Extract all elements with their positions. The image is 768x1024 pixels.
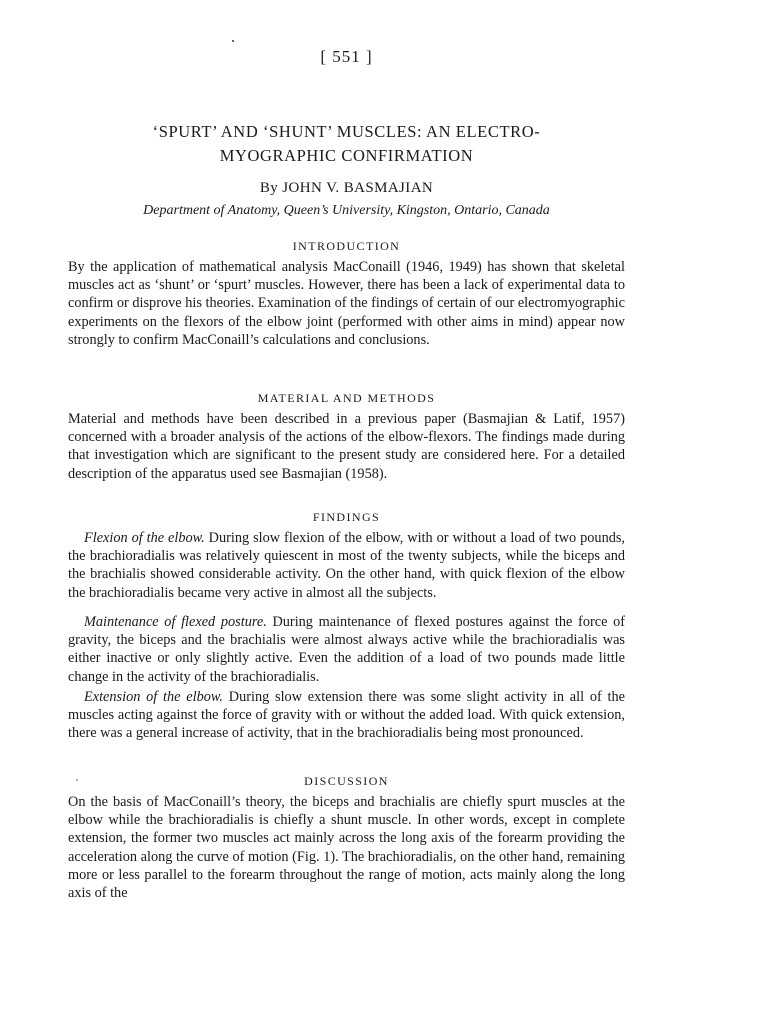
heading-methods: MATERIAL AND METHODS	[257, 391, 436, 405]
print-speck	[232, 40, 234, 42]
heading-findings: FINDINGS	[312, 510, 381, 524]
author-affiliation: Department of Anatomy, Queen’s University, Kingston, Ontario, Canada	[143, 203, 550, 218]
paragraph-introduction: By the application of mathematical analysis MacConaill (1946, 1949) has shown that skeletal muscles act as ‘shunt’ or ‘spurt’ muscles. However, there has been a lack of experimental data to confirm or disprove his theories. Examination of the findings of certain of our electromyographic experiments on the flexors of the elbow joint (performed with other aims in mind) appear now strongly to confirm MacConaill’s calculations and conclusions.	[68, 259, 625, 348]
text-flexion: During slow flexion of the elbow, with or without a load of two pounds, the brachioradialis was relatively quiescent in most of the twenty subjects, while the biceps and the brachialis showed considerable activity. On the other hand, with quick flexion of the elbow the brachioradialis became very active in almost all the subjects.	[68, 530, 626, 601]
paragraph-discussion: On the basis of MacConaill’s theory, the biceps and brachialis are chiefly spurt muscles at the elbow while the brachioradialis is chiefly a shunt muscle. In other words, except in complete extension, the former two muscles act mainly across the long axis of the forearm providing the acceleration along the curve of motion (Fig. 1). The brachioradialis, on the other hand, remaining more or less parallel to the forearm throughout the range of motion, acts mainly along the long axis of the	[68, 794, 625, 902]
heading-introduction: INTRODUCTION	[292, 239, 401, 253]
text-extension: During slow extension there was some slight activity in all of the muscles acting against the force of gravity with or without the added load. With quick extension, there was a general increase of activity, that in the brachioradialis being most pronounced.	[68, 689, 626, 742]
heading-discussion: DISCUSSION	[304, 774, 389, 788]
subhead-extension: Extension of the elbow.	[84, 689, 223, 705]
article-title	[68, 120, 625, 168]
text-maintenance: During maintenance of flexed postures against the force of gravity, the biceps and the brachialis were almost always active while the brachioradialis was either inactive or only slightly active. Even the addition of a load of two pounds made little change in the activity of the brachioradialis.	[68, 614, 625, 685]
page-number: [ 551 ]	[320, 47, 373, 66]
author-name: JOHN V. BASMAJIAN	[282, 180, 434, 196]
paragraph-methods: Material and methods have been described in a previous paper (Basmajian & Latif, 1957) concerned with a broader analysis of the actions of the elbow-flexors. The findings made during that investigation which are significant to the present study are considered here. For a detailed description of the apparatus used see Basmajian (1958).	[68, 411, 625, 482]
paragraph-findings-extension	[68, 688, 625, 743]
paragraph-findings-flexion	[68, 529, 625, 602]
author-byline	[68, 180, 625, 197]
title-line-2: MYOGRAPHIC CONFIRMATION	[219, 146, 474, 165]
title-line-1: ‘SPURT’ AND ‘SHUNT’ MUSCLES: AN ELECTRO-	[152, 122, 541, 141]
subhead-maintenance: Maintenance of flexed posture.	[84, 614, 267, 630]
paragraph-findings-maintenance	[68, 613, 625, 686]
subhead-flexion: Flexion of the elbow.	[84, 530, 205, 546]
author-by: By	[259, 180, 279, 196]
